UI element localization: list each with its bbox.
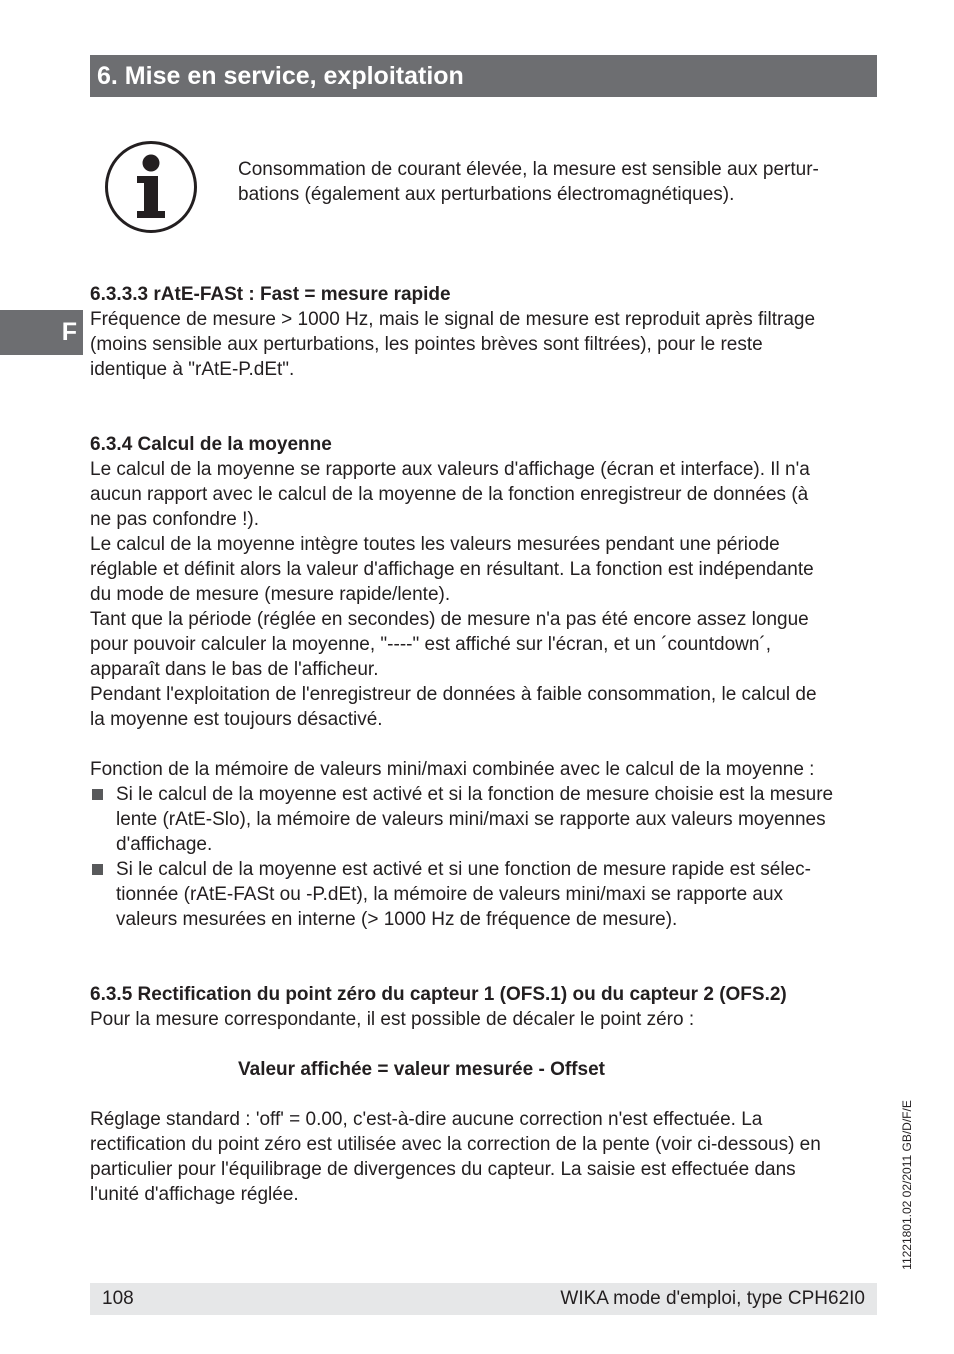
paragraph-line: identique à "rAtE-P.dEt". [90, 359, 295, 380]
paragraph-line: pour pouvoir calculer la moyenne, "----" est affiché sur l'écran, et un ´countdown´, [90, 634, 772, 655]
section-rate-fast [90, 282, 880, 382]
document-code [897, 1088, 917, 1282]
paragraph-line: la moyenne est toujours désactivé. [90, 709, 383, 730]
section-heading: 6.3.3.3 rAtE-FASt : Fast = mesure rapide [90, 284, 451, 305]
page-title: 6. Mise en service, exploitation [97, 62, 464, 90]
list-item-line: lente (rAtE-Slo), la mémoire de valeurs mini/maxi se rapporte aux valeurs moyennes [116, 809, 826, 830]
paragraph-line: Le calcul de la moyenne intègre toutes les valeurs mesurées pendant une période [90, 534, 780, 555]
document-code-text: 11221801.02 02/2011 GB/D/F/E [900, 1100, 914, 1270]
main-content [90, 282, 880, 1207]
info-icon [104, 140, 198, 234]
list-item-line: d'affichage. [116, 834, 213, 855]
paragraph-line: aucun rapport avec le calcul de la moyenne de la fonction enregistreur de données (à [90, 484, 809, 505]
list-item [90, 782, 880, 857]
footer-bar [90, 1283, 877, 1315]
paragraph-line: du mode de mesure (mesure rapide/lente). [90, 584, 451, 605]
info-note-line: bations (également aux perturbations électromagnétiques). [238, 184, 735, 205]
paragraph-line: Tant que la période (réglée en secondes) de mesure n'a pas été encore assez longue [90, 609, 809, 630]
section-zero-point [90, 982, 880, 1207]
page-number: 108 [102, 1288, 134, 1309]
list-item-line: valeurs mesurées en interne (> 1000 Hz de fréquence de mesure). [116, 909, 678, 930]
paragraph-line: réglable et définit alors la valeur d'affichage en résultant. La fonction est indépendante [90, 559, 814, 580]
section-header-bar [90, 55, 877, 97]
section-average [90, 432, 880, 932]
info-note-line: Consommation de courant élevée, la mesure est sensible aux pertur- [238, 159, 819, 180]
paragraph-line: apparaît dans le bas de l'afficheur. [90, 659, 379, 680]
paragraph-line: (moins sensible aux perturbations, les pointes brèves sont filtrées), pour le reste [90, 334, 763, 355]
paragraph-line: particulier pour l'équilibrage de divergences du capteur. La saisie est effectuée dans [90, 1159, 796, 1180]
paragraph-line: ne pas confondre !). [90, 509, 259, 530]
section-heading: 6.3.4 Calcul de la moyenne [90, 434, 332, 455]
bullet-list [90, 782, 880, 932]
section-heading: 6.3.5 Rectification du point zéro du capteur 1 (OFS.1) ou du capteur 2 (OFS.2) [90, 984, 787, 1005]
paragraph-line: Pendant l'exploitation de l'enregistreur de données à faible consommation, le calcul de [90, 684, 817, 705]
language-tab-label: F [61, 318, 77, 346]
list-item-line: Si le calcul de la moyenne est activé et si la fonction de mesure choisie est la mesure [116, 784, 834, 805]
list-intro: Fonction de la mémoire de valeurs mini/maxi combinée avec le calcul de la moyenne : [90, 759, 815, 780]
paragraph-line: l'unité d'affichage réglée. [90, 1184, 299, 1205]
paragraph-line: rectification du point zéro est utilisée avec la correction de la pente (voir ci-dessous) en [90, 1134, 821, 1155]
paragraph-line: Pour la mesure correspondante, il est possible de décaler le point zéro : [90, 1009, 695, 1030]
list-item-line: Si le calcul de la moyenne est activé et si une fonction de mesure rapide est sélec- [116, 859, 811, 880]
footer-title: WIKA mode d'emploi, type CPH62I0 [560, 1288, 865, 1309]
language-tab [0, 310, 83, 355]
paragraph-line: Le calcul de la moyenne se rapporte aux valeurs d'affichage (écran et interface). Il n'a [90, 459, 810, 480]
paragraph-line: Fréquence de mesure > 1000 Hz, mais le signal de mesure est reproduit après filtrage [90, 309, 816, 330]
list-item [90, 857, 880, 932]
paragraph-line: Réglage standard : 'off' = 0.00, c'est-à-dire aucune correction n'est effectuée. La [90, 1109, 763, 1130]
info-note [238, 157, 863, 207]
offset-formula: Valeur affichée = valeur mesurée - Offset [238, 1059, 605, 1080]
list-item-line: tionnée (rAtE-FASt ou -P.dEt), la mémoire de valeurs mini/maxi se rapporte aux [116, 884, 784, 905]
